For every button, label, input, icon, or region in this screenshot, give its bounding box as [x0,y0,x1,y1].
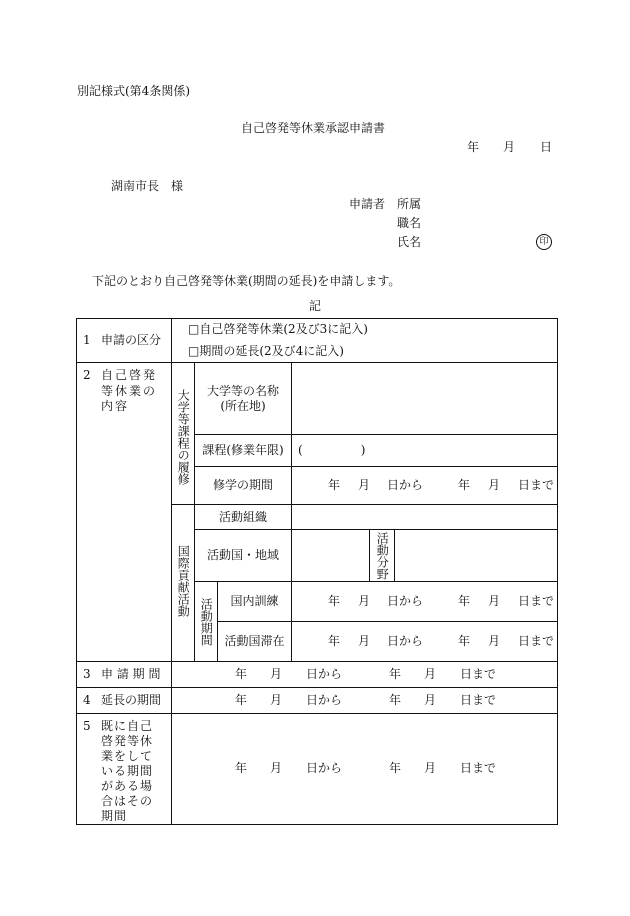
country-field[interactable] [292,530,370,582]
study-start-day: 日から [387,477,424,492]
prior-start-year: 年 [235,761,248,775]
row2-label-cell [77,363,172,662]
prior-period-field[interactable] [172,714,558,825]
row2-number: 2 [83,368,91,382]
app-end-day: 日まで [460,666,497,681]
course-label: 課程(修業年限) [202,443,284,457]
study-start-year: 年 [328,477,341,492]
country-area-label: 活動国・地域 [206,548,279,562]
application-period-field[interactable] [172,662,558,688]
applicant-affiliation-label: 所属 [397,197,422,211]
univ-name-label: 大学等の名称 [206,383,279,398]
univ-address-label: (所在地) [220,398,266,413]
study-end-year: 年 [458,477,471,492]
ext-end-year: 年 [389,692,402,707]
prior-start-day: 日から [306,761,343,775]
date-day: 日 [540,140,553,154]
ext-start-year: 年 [235,692,248,707]
abroad-start-month: 月 [358,633,371,648]
domestic-training-label: 国内訓練 [230,594,279,608]
domestic-end-month: 月 [488,593,501,608]
abroad-start-year: 年 [328,633,341,648]
extension-period-field[interactable] [172,688,558,714]
row4-label-cell [77,688,172,714]
course-paren-close: ) [360,443,366,457]
domestic-end-day: 日まで [518,593,555,608]
row1-label-cell [77,319,172,363]
row3-number: 3 [83,667,91,681]
study-period-label-cell [195,467,292,505]
abroad-end-day: 日まで [518,633,555,648]
org-label: 活動組織 [218,509,267,524]
row5-label: 既に自己啓発等休業をしている期間がある場合はその期間 [101,719,154,823]
date-year: 年 [467,140,480,154]
country-label-cell [195,530,292,582]
app-start-day: 日から [306,666,343,681]
app-start-year: 年 [235,666,248,681]
applicant-label: 申請者 [349,197,386,211]
option-leave-cell[interactable] [172,319,558,341]
option-leave-checkbox[interactable]: □自己啓発等休業(2及び3に記入) [188,322,368,337]
act-period-group-cell [195,582,218,662]
domestic-label-cell [218,582,292,622]
domestic-start-month: 月 [358,593,371,608]
study-end-month: 月 [488,477,501,492]
row5-label-cell [77,714,172,825]
abroad-start-day: 日から [387,633,424,648]
study-start-month: 月 [358,477,371,492]
univ-group-cell [172,363,195,505]
ki-heading: 記 [309,299,322,313]
date-month: 月 [503,140,516,154]
course-label-cell [195,435,292,467]
domestic-start-year: 年 [328,593,341,608]
applicant-name-label: 氏名 [397,235,422,249]
option-extension-cell[interactable] [172,341,558,363]
univ-group-label: 大学等課程の履修 [176,389,191,485]
abroad-period-field[interactable] [292,622,558,662]
row3-label: 申 請 期 間 [101,667,161,681]
course-paren-open: ( [298,443,303,457]
abroad-stay-label: 活動国滞在 [224,634,285,648]
org-label-cell [195,505,292,530]
row3-label-cell [77,662,172,688]
document-title: 自己啓発等休業承認申請書 [241,121,386,135]
app-end-year: 年 [389,666,402,681]
intl-group-label: 国際貢献活動 [176,545,191,617]
study-end-day: 日まで [518,477,555,492]
domestic-start-day: 日から [387,593,424,608]
form-reference: 別記様式(第4条関係) [77,84,190,98]
abroad-end-year: 年 [458,633,471,648]
ext-start-day: 日から [306,692,343,707]
univ-name-label-cell [195,363,292,435]
domestic-period-field[interactable] [292,582,558,622]
abroad-label-cell [218,622,292,662]
row1-label: 申請の区分 [101,333,162,347]
ext-end-day: 日まで [460,692,497,707]
prior-end-day: 日まで [460,761,497,775]
ext-end-month: 月 [424,692,437,707]
activity-field-field[interactable] [395,530,558,582]
option-extension-checkbox[interactable]: □期間の延長(2及び4に記入) [188,343,344,358]
addressee: 湖南市長 様 [111,179,184,193]
org-field[interactable] [292,505,558,530]
activity-period-label: 活動期間 [199,597,214,646]
applicant-position-label: 職名 [397,216,422,230]
app-end-month: 月 [424,666,437,681]
ext-start-month: 月 [270,692,283,707]
app-start-month: 月 [270,666,283,681]
intro-text: 下記のとおり自己啓発等休業(期間の延長)を申請します。 [92,274,401,288]
row1-number: 1 [83,333,91,347]
prior-end-month: 月 [424,761,437,775]
seal-mark: 印 [536,234,552,250]
prior-start-month: 月 [270,761,283,775]
field-label-cell [370,530,395,582]
activity-field-label: 活動分野 [375,531,390,580]
study-period-field[interactable] [292,467,558,505]
row4-label: 延長の期間 [101,693,162,707]
row5-number: 5 [83,719,91,733]
intl-group-cell [172,505,195,662]
row4-number: 4 [83,693,91,707]
domestic-end-year: 年 [458,593,471,608]
row2-label: 自己啓発等休業の内容 [101,368,158,414]
prior-end-year: 年 [389,761,402,775]
course-field[interactable] [292,435,558,467]
study-period-label: 修学の期間 [212,478,273,492]
abroad-end-month: 月 [488,633,501,648]
univ-name-field[interactable] [292,363,558,435]
application-form-table [76,318,558,825]
